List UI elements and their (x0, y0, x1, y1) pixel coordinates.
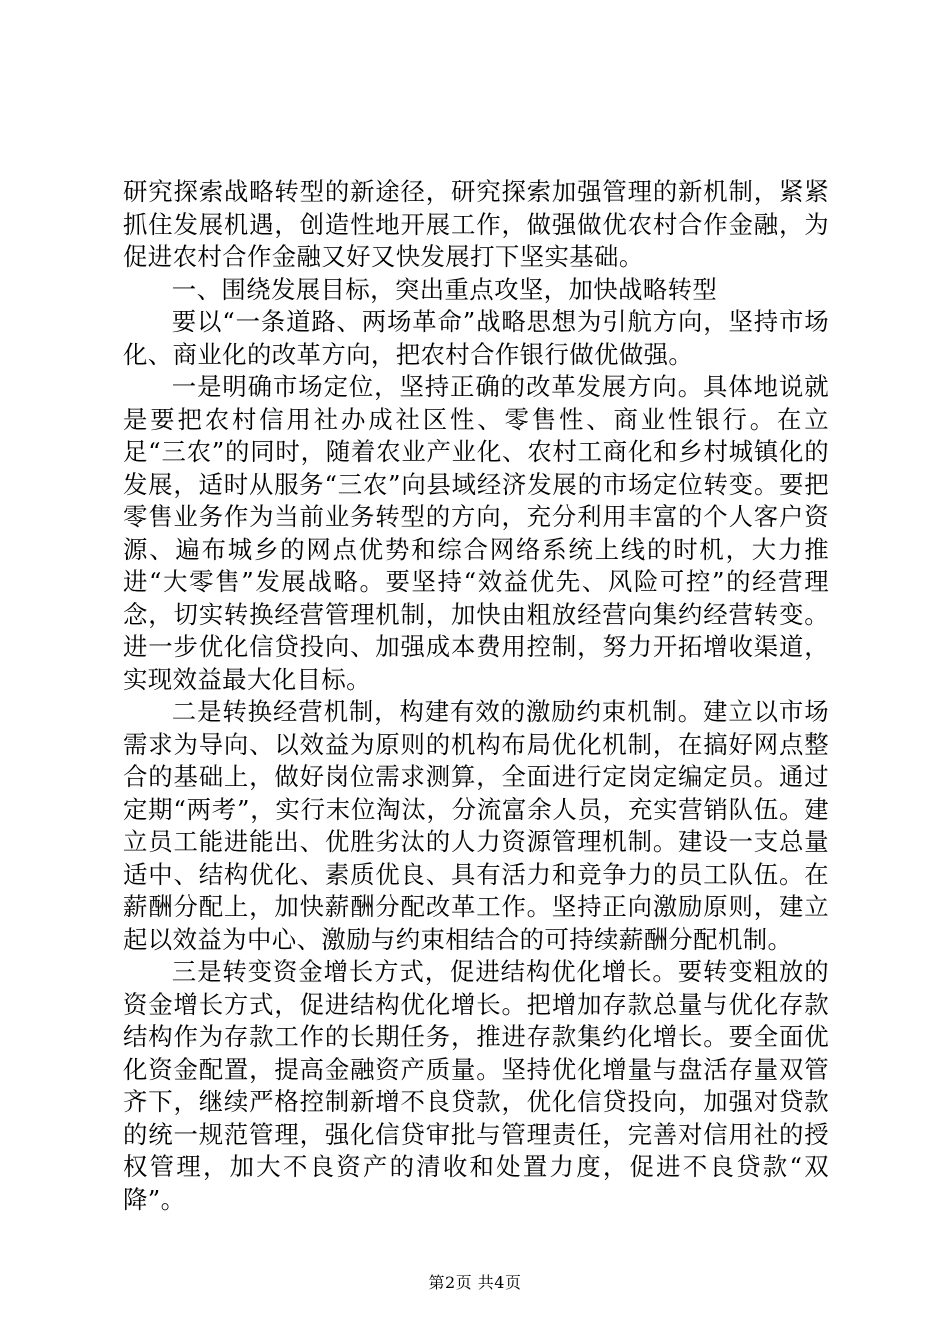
paragraph-point-one: 一是明确市场定位，坚持正确的改革发展方向。具体地说就是要把农村信用社办成社区性、零售性、商业性银行。在立足“三农”的同时，随着农业产业化、农村工商化和乡村城镇化的发展，适时从服务“三农”向县域经济发展的市场定位转变。要把零售业务作为当前业务转型的方向，充分利用丰富的个人客户资源、遍布城乡的网点优势和综合网络系统上线的时机，大力推进“大零售”发展战略。要坚持“效益优先、风险可控”的经营理念，切实转换经营管理机制，加快由粗放经营向集约经营转变。进一步优化信贷投向、加强成本费用控制，努力开拓增收渠道，实现效益最大化目标。 (123, 372, 829, 694)
paragraph-point-three: 三是转变资金增长方式，促进结构优化增长。要转变粗放的资金增长方式，促进结构优化增长。把增加存款总量与优化存款结构作为存款工作的长期任务，推进存款集约化增长。要全面优化资金配置，提高金融资产质量。坚持优化增量与盘活存量双管齐下，继续严格控制新增不良贷款，优化信贷投向，加强对贷款的统一规范管理，强化信贷审批与管理责任，完善对信用社的授权管理，加大不良资产的清收和处置力度，促进不良贷款“双降”。 (123, 957, 829, 1214)
document-body (123, 176, 829, 1216)
paragraph-point-two: 二是转换经营机制，构建有效的激励约束机制。建立以市场需求为导向、以效益为原则的机构布局优化机制，在搞好网点整合的基础上，做好岗位需求测算，全面进行定岗定编定员。通过定期“两考”，实行末位淘汰，分流富余人员，充实营销队伍。建立员工能进能出、优胜劣汰的人力资源管理机制。建设一支总量适中、结构优化、素质优良、具有活力和竞争力的员工队伍。在薪酬分配上，加快薪酬分配改革工作。坚持正向激励原则，建立起以效益为中心、激励与约束相结合的可持续薪酬分配机制。 (123, 697, 829, 954)
section-heading: 一、围绕发展目标，突出重点攻坚，加快战略转型 (171, 274, 718, 304)
page-number-footer: 第2页 共4页 (428, 1273, 522, 1292)
paragraph-intro: 要以“一条道路、两场革命”战略思想为引航方向，坚持市场化、商业化的改革方向，把农村合作银行做优做强。 (123, 307, 829, 369)
paragraph-continuation: 研究探索战略转型的新途径，研究探索加强管理的新机制，紧紧抓住发展机遇，创造性地开展工作，做强做优农村合作金融，为促进农村合作金融又好又快发展打下坚实基础。 (123, 177, 829, 271)
